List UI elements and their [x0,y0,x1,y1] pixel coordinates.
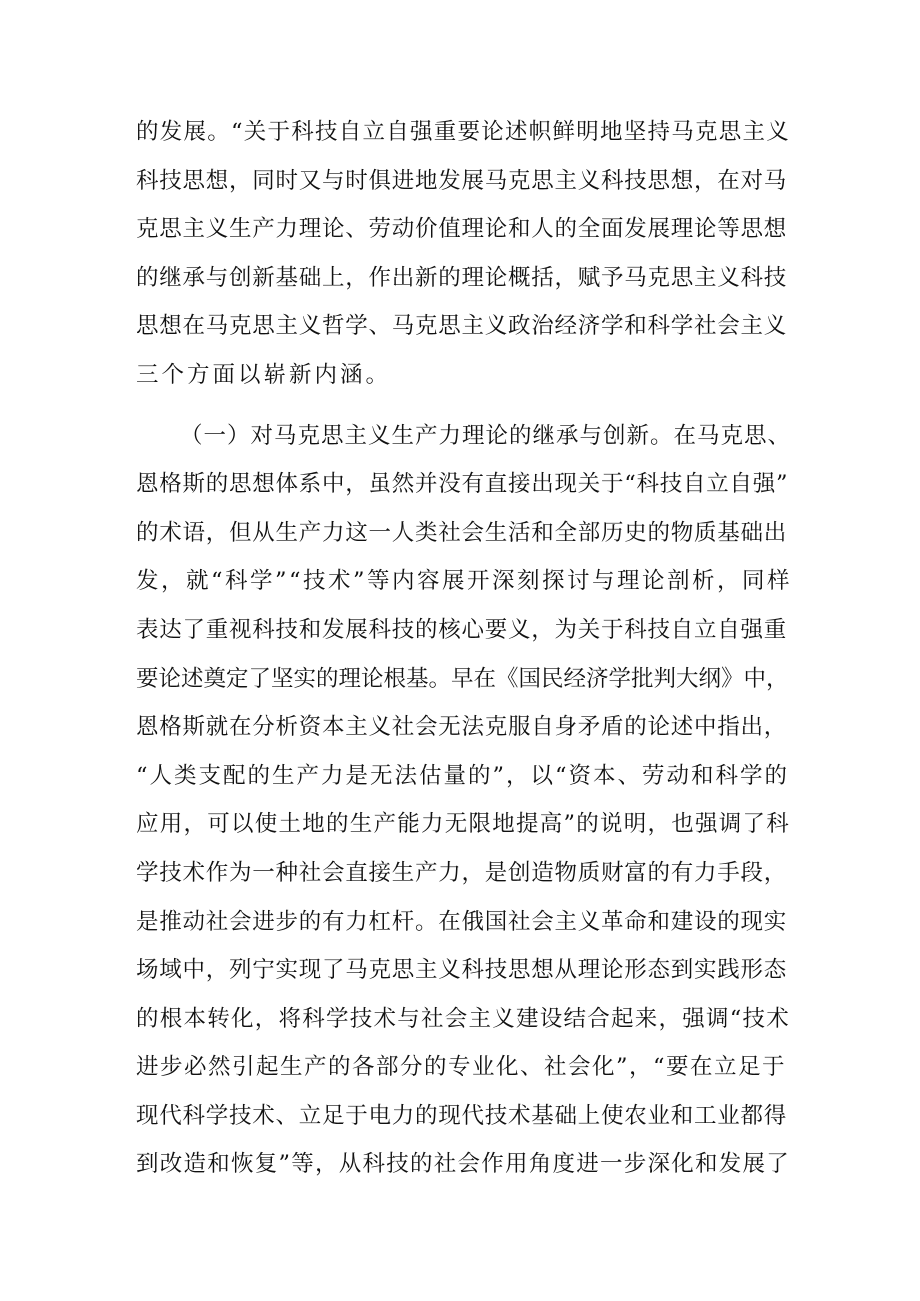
text-line: 是推动社会进步的有力杠杆。在俄国社会主义革命和建设的现实 [136,908,788,935]
text-line: 的术语，但从生产力这一人类社会生活和全部历史的物质基础出 [136,519,788,546]
text-line: 三个方面以崭新内涵。 [136,361,392,388]
text-line: 应用，可以使土地的生产能力无限地提高”的说明，也强调了科 [136,811,791,838]
text-line: 恩格斯就在分析资本主义社会无法克服自身矛盾的论述中指出， [136,714,788,741]
text-line: 进步必然引起生产的各部分的专业化、社会化”，“要在立足于 [136,1054,787,1081]
text-line: 科技思想，同时又与时俱进地发展马克思主义科技思想，在对马 [136,167,788,194]
paragraph-1 [136,108,792,400]
text-line: 学技术作为一种社会直接生产力，是创造物质财富的有力手段， [136,859,788,886]
paragraph-spacing [136,400,792,412]
text-line-indented: （一）对马克思主义生产力理论的继承与创新。在马克思、 [180,422,792,449]
paragraph-2 [136,412,792,1190]
text-line: 到改造和恢复”等，从科技的社会作用角度进一步深化和发展了 [136,1151,791,1178]
text-line: 思想在马克思主义哲学、马克思主义政治经济学和科学社会主义 [136,313,788,340]
text-line: 的发展。“关于科技自立自强重要论述帜鲜明地坚持马克思主义 [136,119,791,145]
text-line: 的继承与创新基础上，作出新的理论概括，赋予马克思主义科技 [136,264,788,291]
text-line: 发，就“科学”“技术”等内容展开深刻探讨与理论剖析，同样 [136,568,793,595]
text-line: 现代科学技术、立足于电力的现代技术基础上使农业和工业都得 [136,1102,788,1129]
text-line: 克思主义生产力理论、劳动价值理论和人的全面发展理论等思想 [136,216,788,243]
text-line: 恩格斯的思想体系中，虽然并没有直接出现关于“科技自立自强” [136,471,789,498]
text-line: 要论述奠定了坚实的理论根基。早在《国民经济学批判大纲》中， [136,665,789,692]
document-body [136,108,792,1189]
text-line: 的根本转化，将科学技术与社会主义建设结合起来，强调“技术 [136,1005,791,1032]
text-line: “人类支配的生产力是无法估量的”，以“资本、劳动和科学的 [136,762,790,789]
text-line: 场域中，列宁实现了马克思主义科技思想从理论形态到实践形态 [136,957,788,984]
text-line: 表达了重视科技和发展科技的核心要义，为关于科技自立自强重 [136,616,788,643]
